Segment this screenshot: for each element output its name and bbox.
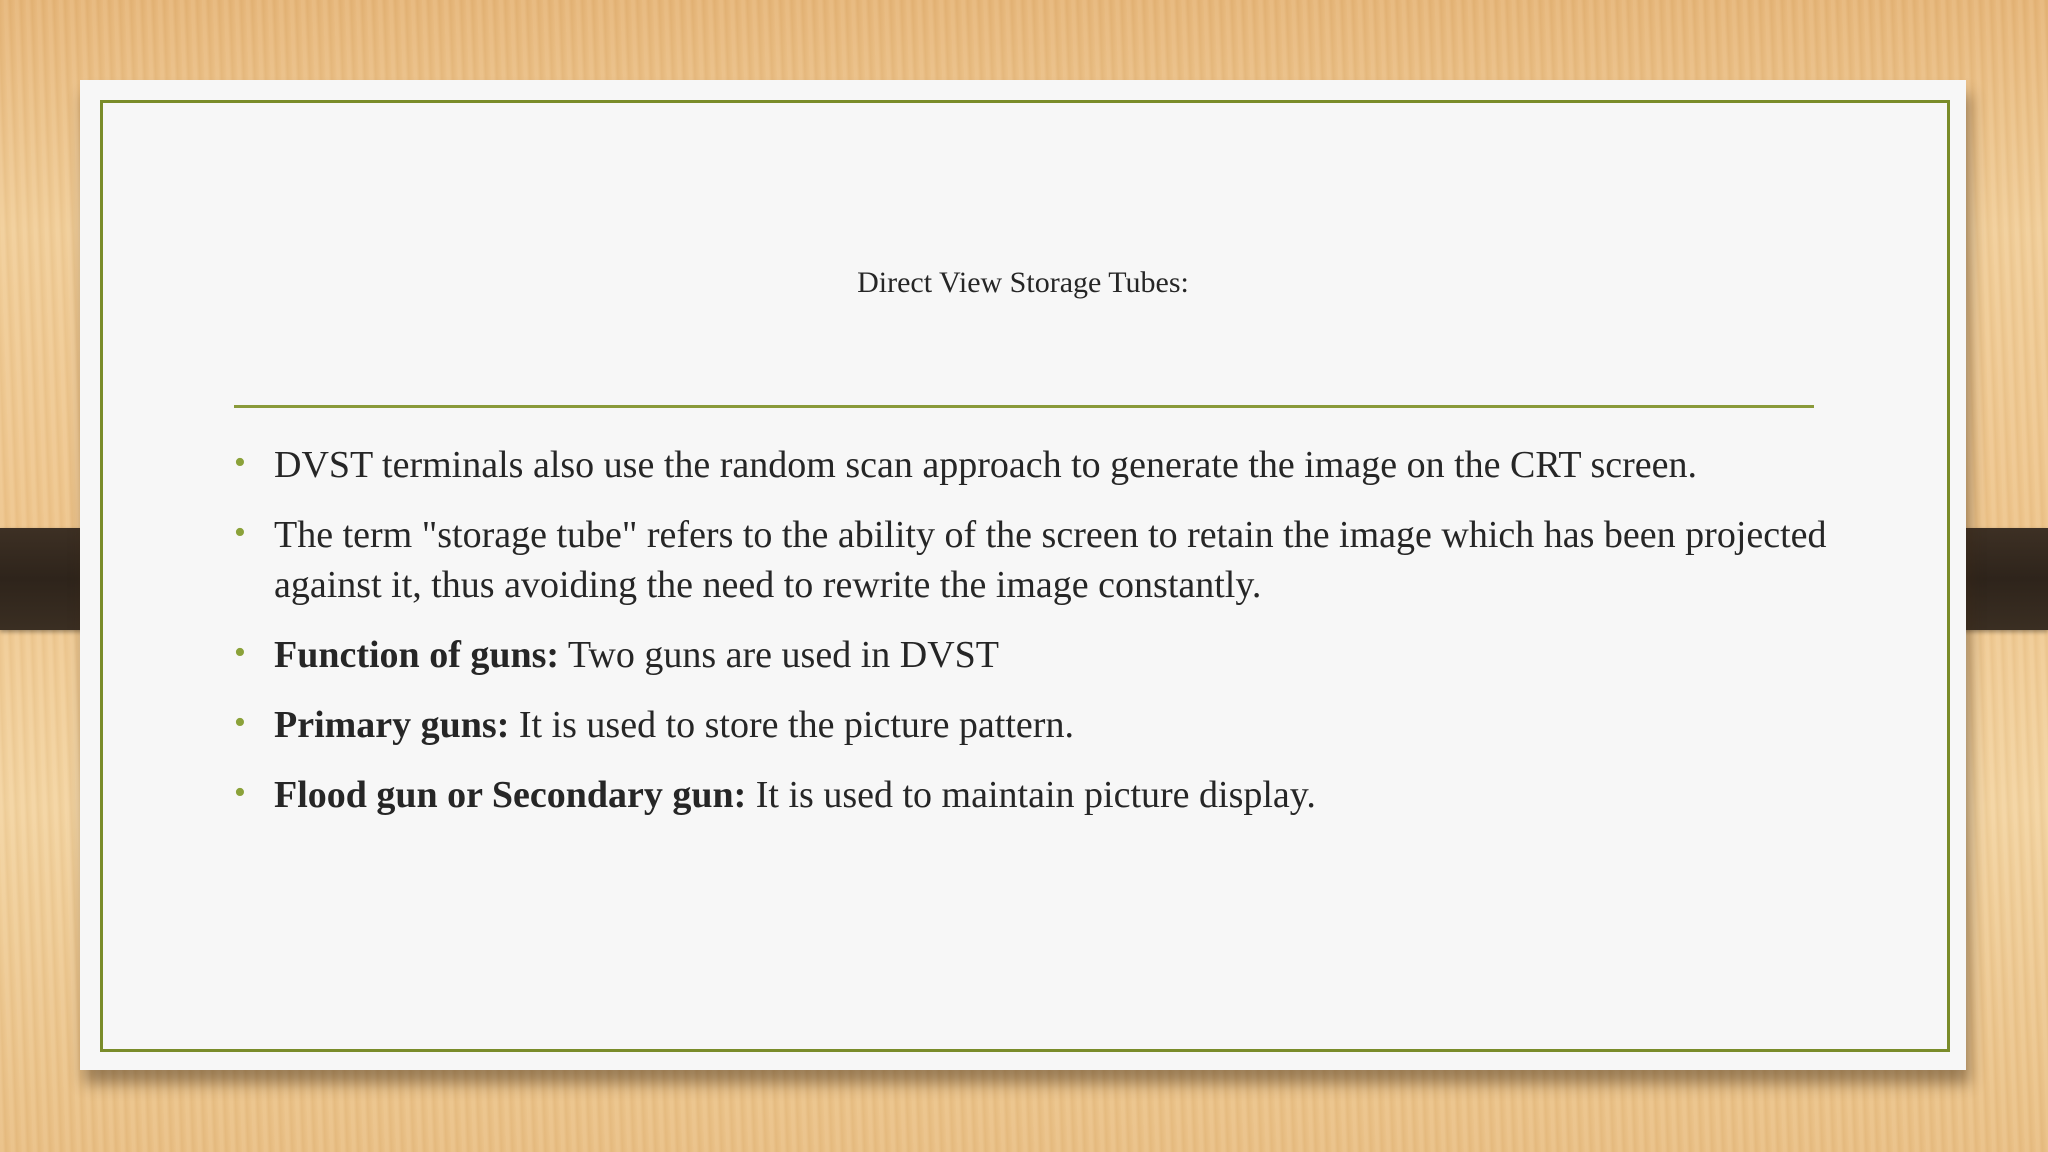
bullet-item (234, 510, 1834, 610)
title-divider (234, 405, 1814, 408)
bullet-icon: • (234, 444, 246, 481)
bullet-bold-text: Function of guns: (274, 634, 560, 676)
bullet-icon: • (234, 514, 246, 551)
bullet-item (234, 630, 1834, 680)
bullet-item (234, 770, 1834, 820)
bullet-text: It is used to maintain picture display. (746, 774, 1316, 816)
bullet-text: The term "storage tube" refers to the ability of the screen to retain the image which has been projected against it, thus avoiding the need to rewrite the image constantly. (274, 514, 1827, 606)
bullet-text: Two guns are used in DVST (559, 634, 999, 676)
bullet-list (234, 440, 1834, 840)
bullet-bold-text: Primary guns: (274, 704, 510, 746)
bullet-text: It is used to store the picture pattern. (509, 704, 1074, 746)
bullet-icon: • (234, 774, 246, 811)
bullet-icon: • (234, 704, 246, 741)
slide-title: Direct View Storage Tubes: (857, 266, 1189, 299)
bullet-item (234, 700, 1834, 750)
slide (80, 80, 1966, 1070)
bullet-item (234, 440, 1834, 490)
bullet-text: DVST terminals also use the random scan approach to generate the image on the CRT screen. (274, 444, 1697, 486)
bullet-icon: • (234, 634, 246, 671)
bullet-bold-text: Flood gun or Secondary gun: (274, 774, 747, 816)
